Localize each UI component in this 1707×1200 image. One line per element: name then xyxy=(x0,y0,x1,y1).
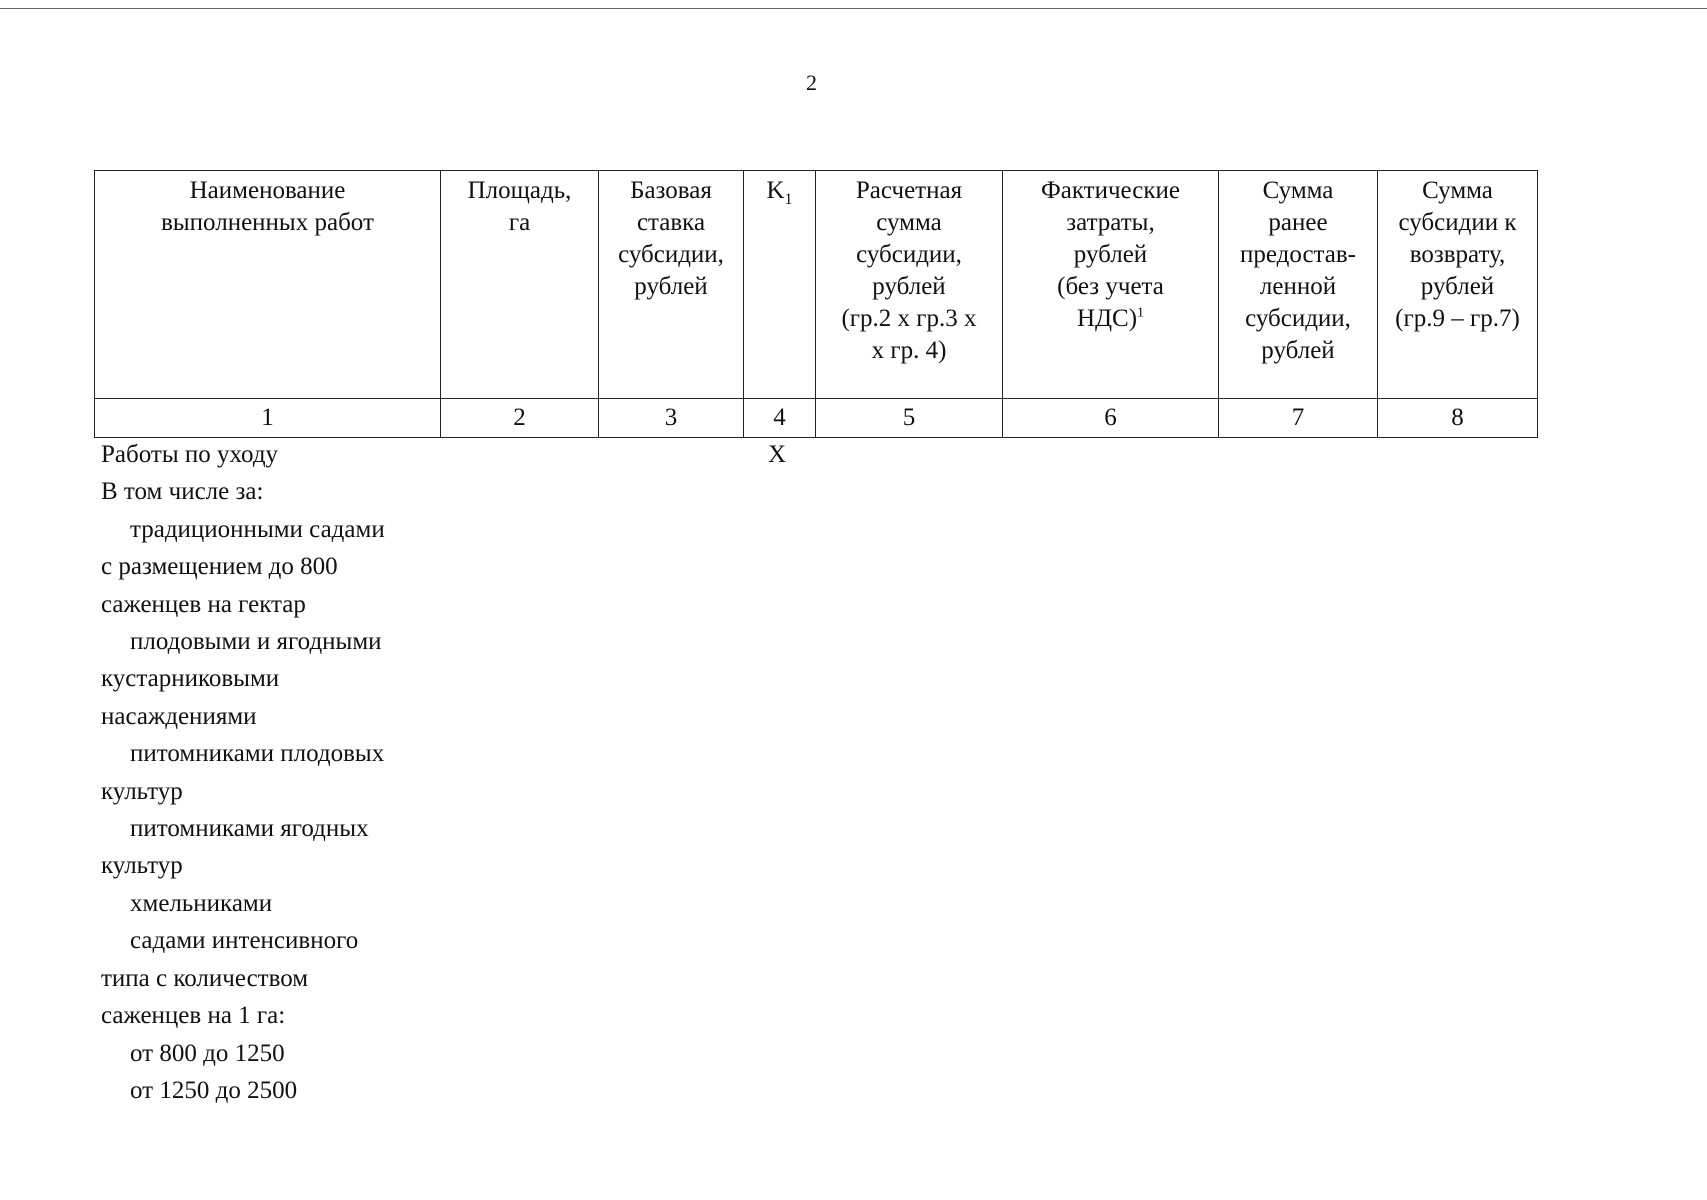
column-number: 2 xyxy=(441,399,599,438)
list-item: от 800 до 1250 xyxy=(130,1039,285,1067)
k-subscript: 1 xyxy=(784,191,793,208)
header-cell-area: Площадь, га xyxy=(441,171,599,399)
column-number: 3 xyxy=(599,399,744,438)
list-item: традиционными садами xyxy=(130,515,385,543)
header-cell-calculated-sum: Расчетная сумма субсидии, рублей (гр.2 х гр.3 х х гр. 4) xyxy=(816,171,1003,399)
column-number-row xyxy=(95,399,1538,438)
list-item: В том числе за: xyxy=(101,478,264,506)
list-item: саженцев на гектар xyxy=(101,590,306,618)
list-item: от 1250 до 2500 xyxy=(130,1076,298,1104)
actual-costs-label: Фактические затраты, рублей (без учета НДС) xyxy=(1041,177,1180,332)
column-number: 5 xyxy=(816,399,1003,438)
list-item: питомниками ягодных xyxy=(130,815,369,843)
k-label: K xyxy=(766,177,785,204)
top-rule xyxy=(0,8,1707,9)
list-item: садами интенсивного xyxy=(130,927,359,955)
table-header-row xyxy=(95,171,1538,399)
page-number: 2 xyxy=(806,70,817,95)
column-number: 4 xyxy=(744,399,816,438)
list-item: типа с количеством xyxy=(101,964,309,992)
header-cell-previous-subsidy: Сумма ранее предостав- ленной субсидии, рублей xyxy=(1219,171,1378,399)
list-item: культур xyxy=(101,852,183,880)
list-item: Работы по уходу xyxy=(101,441,279,468)
footnote-marker: 1 xyxy=(1137,305,1145,321)
subsidy-table xyxy=(94,170,1538,438)
list-item: насаждениями xyxy=(101,702,257,730)
column-number: 6 xyxy=(1003,399,1219,438)
column-number: 1 xyxy=(95,399,441,438)
column-number: 7 xyxy=(1219,399,1378,438)
list-item: культур xyxy=(101,777,183,805)
header-cell-refund-sum: Сумма субсидии к возврату, рублей (гр.9 – гр.7) xyxy=(1378,171,1538,399)
header-cell-work-name: Наименование выполненных работ xyxy=(95,171,441,399)
k-column-mark: Х xyxy=(768,441,787,468)
column-number: 8 xyxy=(1378,399,1538,438)
list-item: хмельниками xyxy=(130,889,273,917)
list-item: саженцев на 1 га: xyxy=(101,1002,286,1030)
header-cell-k1 xyxy=(744,171,816,399)
header-cell-base-rate: Базовая ставка субсидии, рублей xyxy=(599,171,744,399)
header-cell-actual-costs xyxy=(1003,171,1219,399)
work-items-list xyxy=(101,436,385,1109)
list-item: питомниками плодовых xyxy=(130,740,385,768)
list-item: плодовыми и ягодными xyxy=(130,628,382,656)
list-item: кустарниковыми xyxy=(101,665,280,693)
list-item: с размещением до 800 xyxy=(101,553,338,581)
